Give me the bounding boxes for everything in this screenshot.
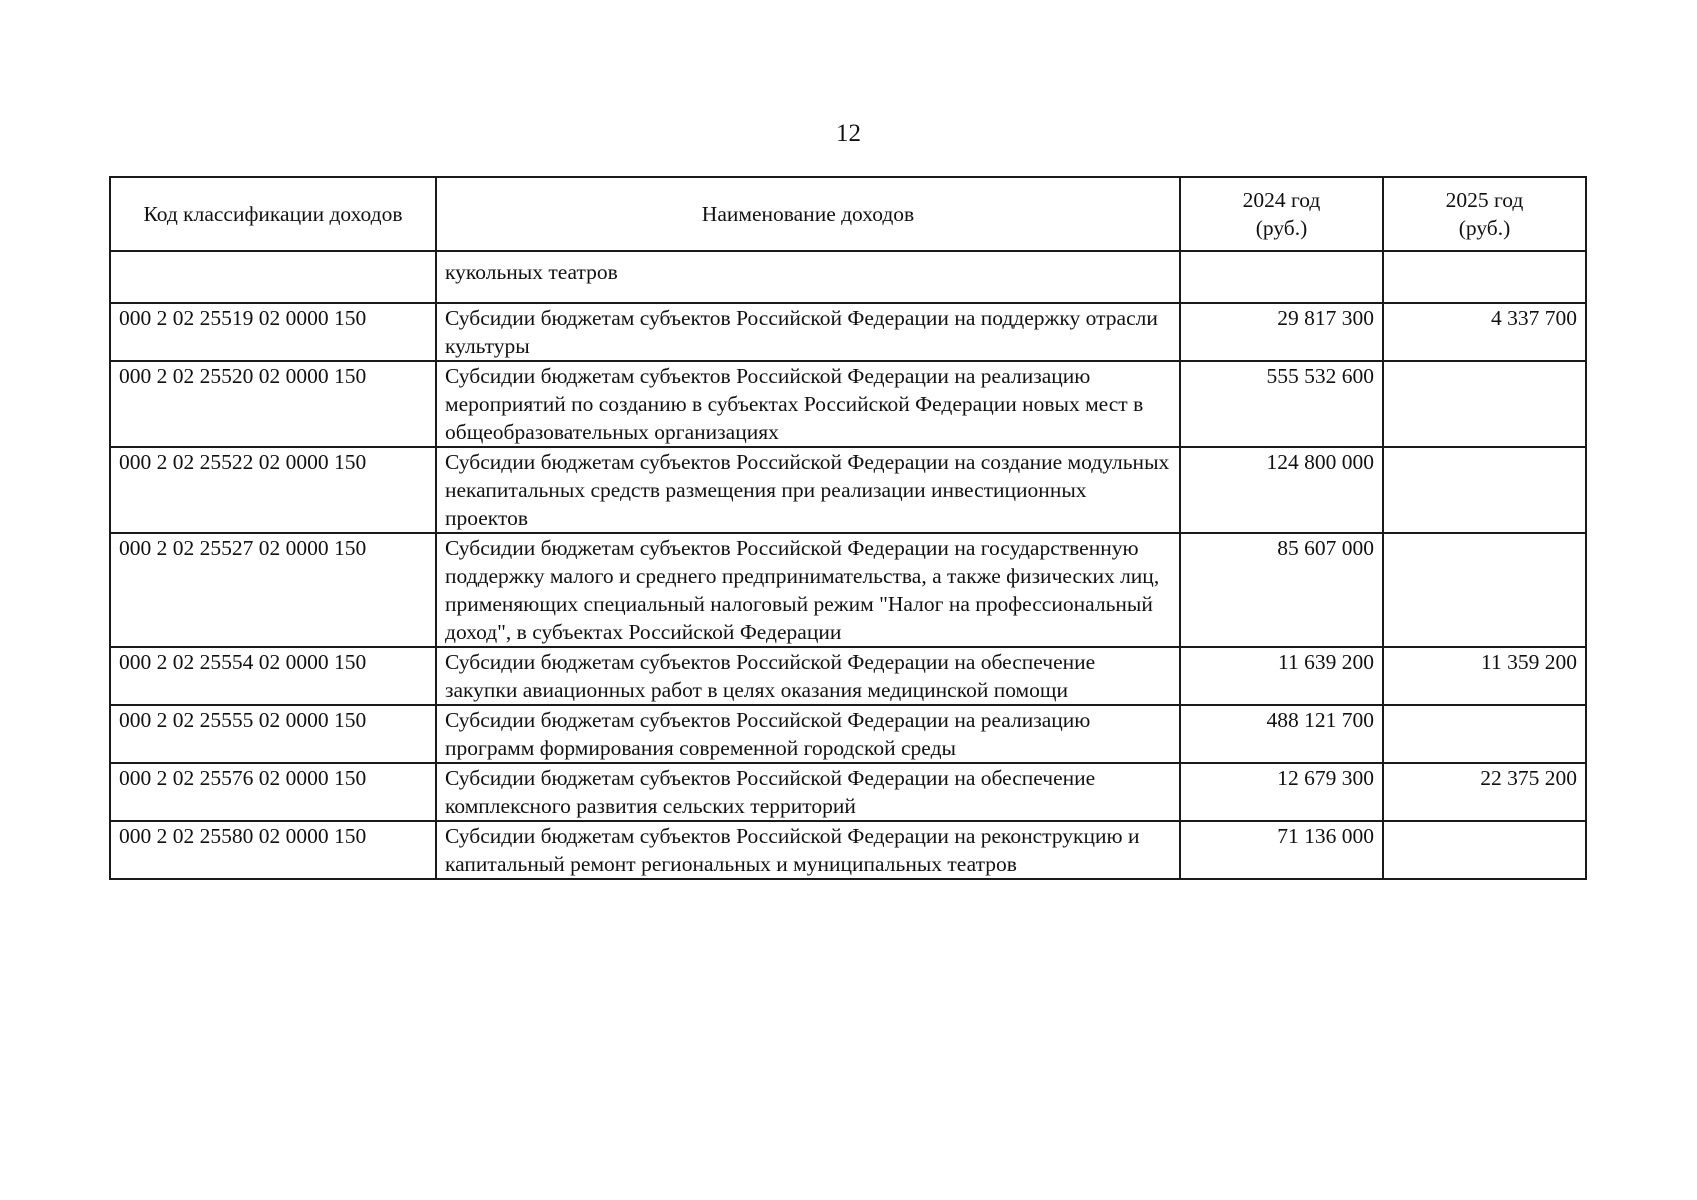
table-row [110, 303, 1586, 361]
row-amount-2024: 12 679 300 [1180, 763, 1383, 821]
header-2025-year: 2025 год [1445, 188, 1524, 212]
row-code: 000 2 02 25554 02 0000 150 [110, 647, 436, 705]
header-2024 [1180, 177, 1383, 251]
continuation-row [110, 251, 1586, 303]
row-amount-2025 [1383, 447, 1586, 533]
header-2025-unit: (руб.) [1458, 216, 1511, 240]
row-amount-2024: 488 121 700 [1180, 705, 1383, 763]
row-amount-2025 [1383, 361, 1586, 447]
table-row [110, 763, 1586, 821]
row-name: Субсидии бюджетам субъектов Российской Федерации на государственную поддержку малого и среднего предпринимательства, а также физических лиц, применяющих специальный налоговый режим "Налог на профессиональный доход", в субъектах Российской Федерации [436, 533, 1180, 647]
header-2024-year: 2024 год [1242, 188, 1321, 212]
row-amount-2025 [1383, 821, 1586, 879]
row-name: Субсидии бюджетам субъектов Российской Федерации на реализацию программ формирования современной городской среды [436, 705, 1180, 763]
row-code: 000 2 02 25519 02 0000 150 [110, 303, 436, 361]
row-code: 000 2 02 25576 02 0000 150 [110, 763, 436, 821]
header-2024-unit: (руб.) [1255, 216, 1308, 240]
row-amount-2024: 124 800 000 [1180, 447, 1383, 533]
row-amount-2025: 11 359 200 [1383, 647, 1586, 705]
header-2025 [1383, 177, 1586, 251]
revenue-table [109, 176, 1587, 880]
row-amount-2024: 11 639 200 [1180, 647, 1383, 705]
continuation-2024 [1180, 251, 1383, 303]
row-name: Субсидии бюджетам субъектов Российской Федерации на реализацию мероприятий по созданию в субъектах Российской Федерации новых мест в общеобразовательных организациях [436, 361, 1180, 447]
row-code: 000 2 02 25522 02 0000 150 [110, 447, 436, 533]
table-row [110, 447, 1586, 533]
row-amount-2025 [1383, 533, 1586, 647]
table-header-row [110, 177, 1586, 251]
row-code: 000 2 02 25520 02 0000 150 [110, 361, 436, 447]
row-code: 000 2 02 25527 02 0000 150 [110, 533, 436, 647]
continuation-name: кукольных театров [436, 251, 1180, 303]
continuation-code [110, 251, 436, 303]
row-name: Субсидии бюджетам субъектов Российской Федерации на реконструкцию и капитальный ремонт региональных и муниципальных театров [436, 821, 1180, 879]
row-name: Субсидии бюджетам субъектов Российской Федерации на создание модульных некапитальных средств размещения при реализации инвестиционных проектов [436, 447, 1180, 533]
continuation-2025 [1383, 251, 1586, 303]
row-name: Субсидии бюджетам субъектов Российской Федерации на обеспечение закупки авиационных работ в целях оказания медицинской помощи [436, 647, 1180, 705]
row-name: Субсидии бюджетам субъектов Российской Федерации на поддержку отрасли культуры [436, 303, 1180, 361]
row-amount-2025 [1383, 705, 1586, 763]
table-row [110, 361, 1586, 447]
page-number: 12 [836, 120, 861, 147]
row-amount-2024: 29 817 300 [1180, 303, 1383, 361]
table-row [110, 821, 1586, 879]
row-amount-2024: 555 532 600 [1180, 361, 1383, 447]
table-row [110, 705, 1586, 763]
row-code: 000 2 02 25580 02 0000 150 [110, 821, 436, 879]
row-name: Субсидии бюджетам субъектов Российской Федерации на обеспечение комплексного развития сельских территорий [436, 763, 1180, 821]
row-amount-2024: 71 136 000 [1180, 821, 1383, 879]
row-amount-2025: 22 375 200 [1383, 763, 1586, 821]
row-code: 000 2 02 25555 02 0000 150 [110, 705, 436, 763]
header-name: Наименование доходов [436, 177, 1180, 251]
row-amount-2025: 4 337 700 [1383, 303, 1586, 361]
table-row [110, 647, 1586, 705]
header-code: Код классификации доходов [110, 177, 436, 251]
row-amount-2024: 85 607 000 [1180, 533, 1383, 647]
table-row [110, 533, 1586, 647]
